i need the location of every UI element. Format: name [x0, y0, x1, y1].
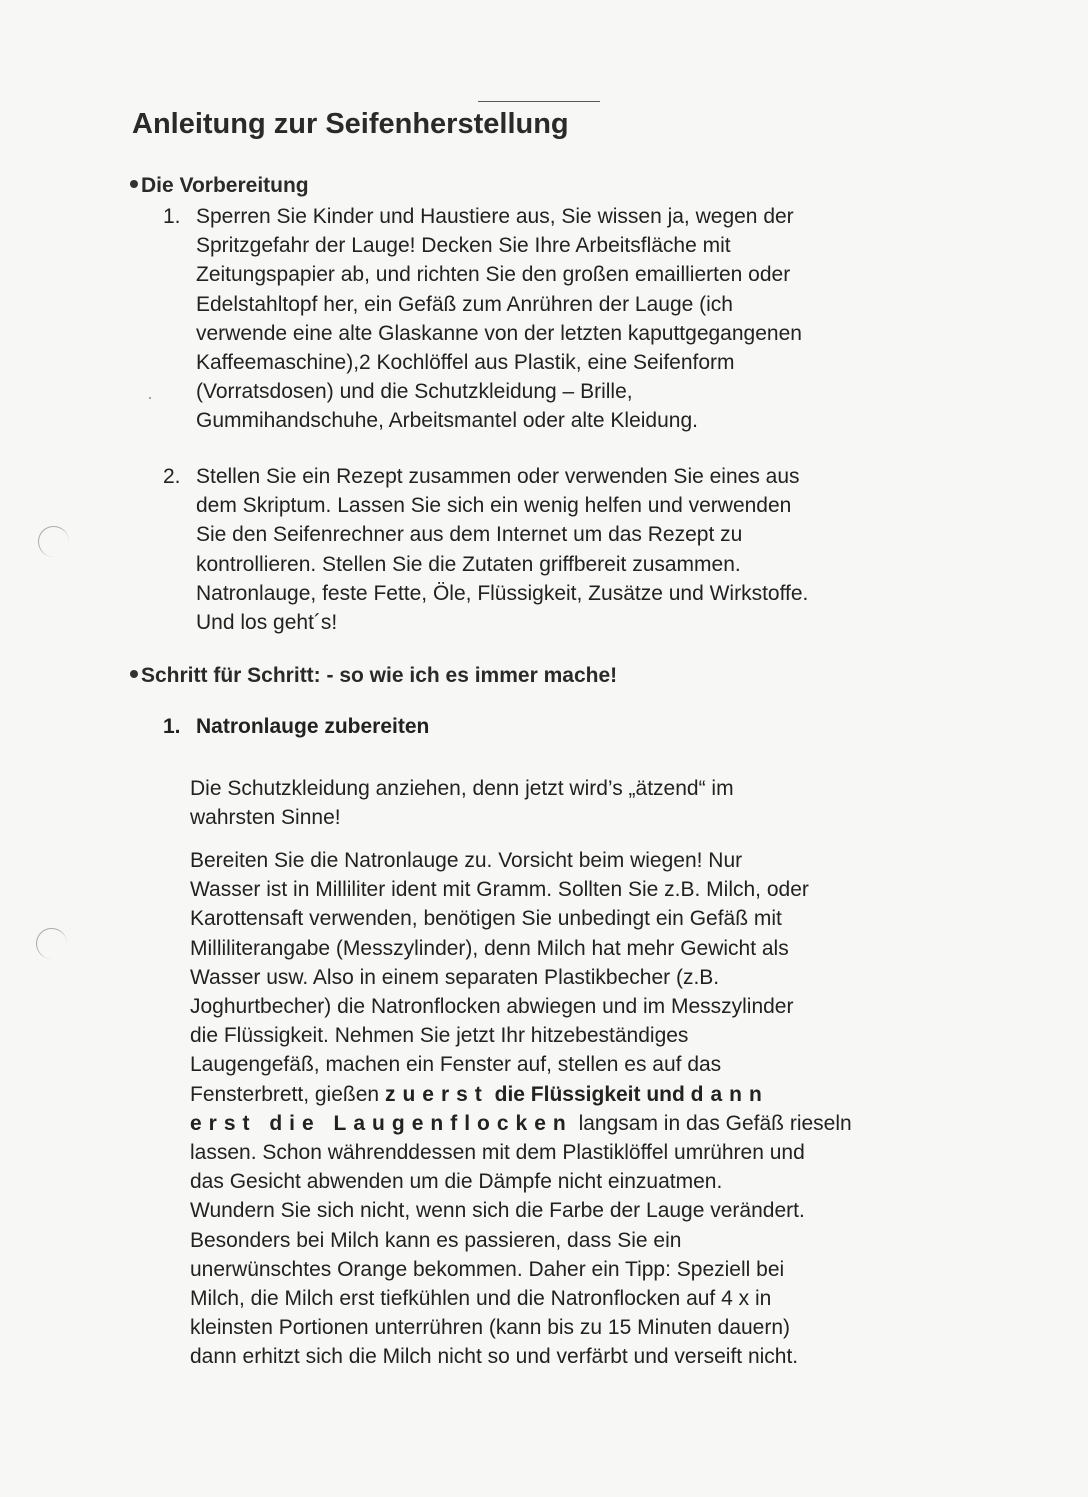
text-line: Wasser usw. Also in einem separaten Plastikbecher (z.B.	[190, 965, 720, 989]
text-line: Milch, die Milch erst tiefkühlen und die Natronflocken auf 4 x in	[190, 1287, 772, 1311]
bullet-icon	[130, 670, 138, 678]
text-line: Stellen Sie ein Rezept zusammen oder verwenden Sie eines aus	[196, 465, 800, 488]
text-line: dem Skriptum. Lassen Sie sich ein wenig helfen und verwenden	[196, 494, 792, 518]
text-line: Joghurtbecher) die Natronflocken abwiegen und im Messzylinder	[190, 995, 794, 1019]
text-line: Und los geht´s!	[196, 611, 338, 635]
text-line: Zeitungspapier ab, und richten Sie den großen emaillierten oder	[196, 263, 791, 287]
text-line: unerwünschtes Orange bekommen. Daher ein Tipp: Speziell bei	[190, 1257, 785, 1281]
text-line: kontrollieren. Stellen Sie die Zutaten griffbereit zusammen.	[196, 552, 741, 576]
text-run: Fensterbrett, gießen	[190, 1082, 385, 1106]
text-line: lassen. Schon währenddessen mit dem Plastiklöffel umrühren und	[190, 1141, 805, 1165]
text-line: Edelstahltopf her, ein Gefäß zum Anrühren der Lauge (ich	[196, 292, 733, 316]
text-line: Besonders bei Milch kann es passieren, dass Sie ein	[190, 1228, 682, 1252]
list-item-1	[163, 202, 802, 436]
document-title: Anleitung zur Seifenherstellung	[132, 108, 569, 140]
text-line: Wasser ist in Milliliter ident mit Gramm. Sollten Sie z.B. Milch, oder	[190, 878, 809, 902]
text-line: kleinsten Portionen unterrühren (kann bis zu 15 Minuten dauern)	[190, 1316, 791, 1340]
text-line: Die Schutzkleidung anziehen, denn jetzt wird’s „ätzend“ im	[190, 777, 734, 800]
spaced-emphasis: erst die Laugenflocken	[190, 1111, 573, 1135]
text-line: wahrsten Sinne!	[190, 806, 341, 830]
text-line: Spritzgefahr der Lauge! Decken Sie Ihre Arbeitsfläche mit	[196, 234, 731, 258]
text-line: Kaffeemaschine),2 Kochlöffel aus Plastik, eine Seifenform	[196, 351, 735, 375]
list-item-2	[163, 462, 808, 637]
subheading-text: Natronlauge zubereiten	[196, 715, 430, 738]
scan-speck	[149, 397, 151, 399]
text-line: dann erhitzt sich die Milch nicht so und verfärbt und verseift nicht.	[190, 1345, 799, 1369]
spaced-emphasis: zuerst	[384, 1082, 489, 1106]
text-line: Laugengefäß, machen ein Fenster auf, stellen es auf das	[190, 1053, 722, 1077]
list-number: 1.	[163, 205, 181, 228]
text-line: Bereiten Sie die Natronlauge zu. Vorsicht beim wiegen! Nur	[190, 849, 743, 872]
text-line: verwende eine alte Glaskanne von der letzten kaputtgegangenen	[196, 321, 802, 345]
text-line: die Flüssigkeit. Nehmen Sie jetzt Ihr hitzebeständiges	[190, 1024, 689, 1048]
top-rule	[478, 101, 600, 102]
text-line: Sperren Sie Kinder und Haustiere aus, Sie wissen ja, wegen der	[196, 205, 794, 228]
bold-emphasis: die Flüssigkeit und	[488, 1082, 691, 1106]
text-line: Gummihandschuhe, Arbeitsmantel oder alte Kleidung.	[196, 409, 698, 433]
section-heading-schritte	[130, 664, 617, 688]
text-line-emphasis	[190, 1080, 852, 1109]
section-heading-text: Schritt für Schritt: - so wie ich es immer mache!	[141, 664, 618, 687]
section-heading-vorbereitung	[130, 174, 309, 198]
paragraph-schutzkleidung	[190, 774, 734, 832]
list-number: 1.	[163, 715, 181, 738]
text-run: langsam in das Gefäß rieseln	[572, 1111, 852, 1135]
punch-hole-mark	[36, 928, 67, 959]
text-line: Natronlauge, feste Fette, Öle, Flüssigkeit, Zusätze und Wirkstoffe.	[196, 581, 809, 605]
text-line: (Vorratsdosen) und die Schutzkleidung – Brille,	[196, 380, 633, 404]
text-line-emphasis	[190, 1109, 852, 1138]
text-line: das Gesicht abwenden um die Dämpfe nicht einzuatmen.	[190, 1170, 723, 1194]
punch-hole-mark	[38, 526, 69, 557]
text-line: Milliliterangabe (Messzylinder), denn Milch hat mehr Gewicht als	[190, 936, 789, 960]
subheading-natronlauge	[163, 715, 429, 739]
section-heading-text: Die Vorbereitung	[141, 174, 309, 197]
text-line: Sie den Seifenrechner aus dem Internet um das Rezept zu	[196, 523, 743, 547]
text-line: Wundern Sie sich nicht, wenn sich die Farbe der Lauge verändert.	[190, 1199, 805, 1223]
text-line: Karottensaft verwenden, benötigen Sie unbedingt ein Gefäß mit	[190, 907, 782, 931]
paragraph-natronlauge	[190, 846, 852, 1372]
bullet-icon	[130, 180, 138, 188]
list-number: 2.	[163, 465, 181, 488]
spaced-emphasis: dann	[690, 1082, 769, 1106]
